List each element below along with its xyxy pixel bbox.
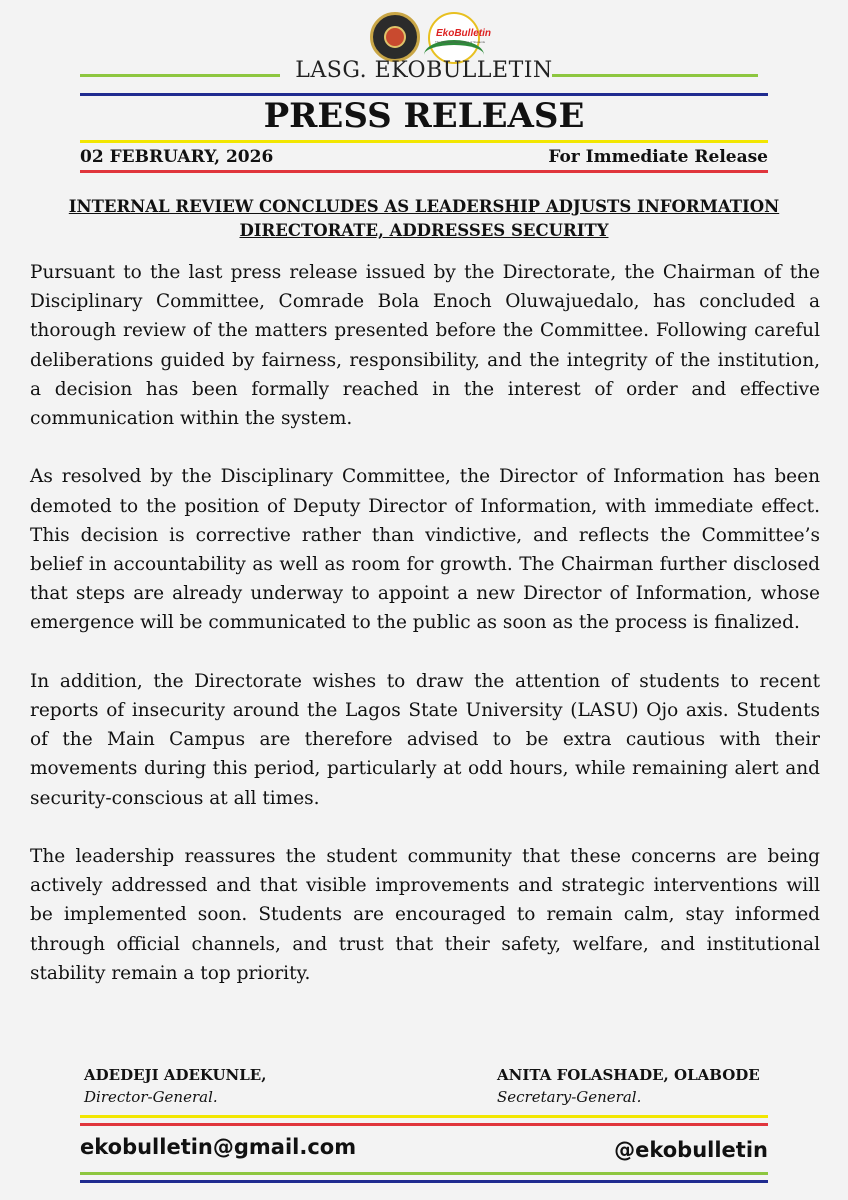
headline: INTERNAL REVIEW CONCLUDES AS LEADERSHIP ADJUSTS INFORMATION DIRECTORATE, ADDRESSES SECURITY [68, 197, 780, 240]
footer-green-rule [80, 1172, 768, 1175]
release-type: For Immediate Release [548, 147, 768, 167]
press-body [30, 258, 820, 1017]
page-title: PRESS RELEASE [263, 96, 585, 136]
footer-yellow-rule [80, 1115, 768, 1118]
lagos-state-seal-logo [370, 12, 420, 62]
footer-red-rule [80, 1123, 768, 1126]
release-date: 02 FEBRUARY, 2026 [80, 147, 274, 167]
footer-email[interactable]: ekobulletin@gmail.com [80, 1135, 357, 1159]
signatory-left [84, 1066, 266, 1106]
signatory-left-name: ADEDEJI ADEKUNLE, [84, 1066, 267, 1084]
paragraph-4: The leadership reassures the student community that these concerns are being actively addressed and that visible improvements and strategic interventions will be implemented soon. Students are encouraged to remain calm, stay informed through official channels, and trust that their safety, welfare, and institutional stability remain a top priority. [30, 846, 820, 984]
signatory-left-role: Director-General. [84, 1088, 218, 1106]
red-rule [80, 170, 768, 173]
logo-tagline: The Authentic Messenger of Students [435, 40, 486, 44]
paragraph-3: In addition, the Directorate wishes to draw the attention of students to recent reports of insecurity around the Lagos State University (LASU) Ojo axis. Students of the Main Campus are therefore advised to be extra cautious with their movements during this period, particularly at odd hours, while remaining alert and security-conscious at all times. [30, 670, 820, 809]
ekobulletin-logo [428, 12, 492, 64]
paragraph-1: Pursuant to the last press release issued by the Directorate, the Chairman of the Disciplinary Committee, Comrade Bola Enoch Oluwajuedalo, has concluded a thorough review of the matters presented before the Committee. Following careful deliberations guided by fairness, responsibility, and the integrity of the institution, a decision has been formally reached in the interest of order and effective communication within the system. [30, 262, 820, 430]
seal-emblem-icon [384, 26, 406, 48]
yellow-rule [80, 140, 768, 143]
footer-blue-rule [80, 1180, 768, 1183]
logo-wordmark: EkoBulletin [436, 28, 492, 39]
signatory-right-name: ANITA FOLASHADE, OLABODE [497, 1066, 760, 1084]
footer-social-handle[interactable]: @ekobulletin [614, 1138, 768, 1162]
signatory-right-role: Secretary-General. [497, 1088, 642, 1106]
signatory-right [497, 1066, 760, 1106]
paragraph-2: As resolved by the Disciplinary Committee, the Director of Information has been demoted to the position of Deputy Director of Information, with immediate effect. This decision is corrective rather than vindictive, and reflects the Committee’s belief in accountability as well as room for growth. The Chairman further disclosed that steps are already underway to appoint a new Director of Information, whose emergence will be communicated to the public as soon as the process is finalized. [30, 466, 820, 634]
organization-name: LASG. EKOBULLETIN [295, 58, 553, 83]
